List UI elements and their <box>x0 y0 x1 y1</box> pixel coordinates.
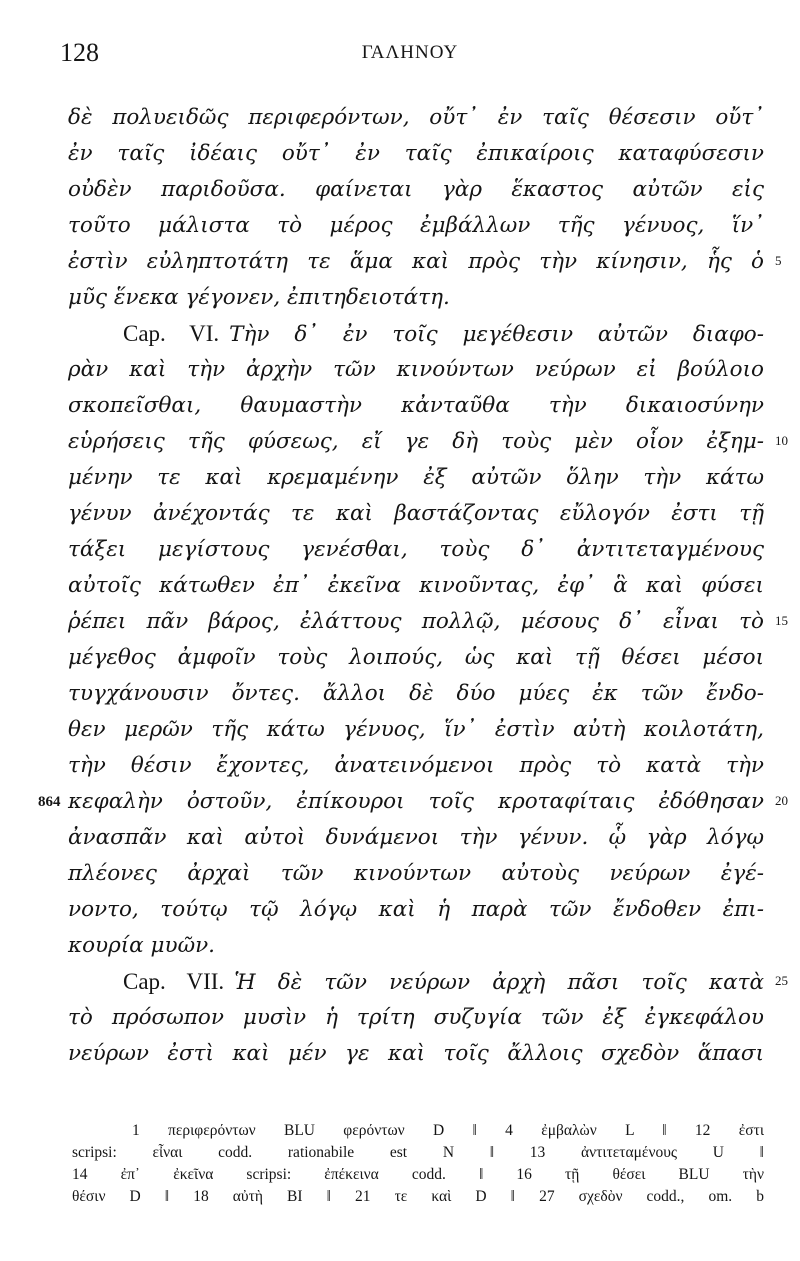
apparatus-line: θέσιν D ‖ 18 αὐτὴ BI ‖ 21 τε καὶ D ‖ 27 σχεδὸν codd., om. b <box>72 1188 764 1205</box>
text-line: τοῦτο μάλιστα τὸ μέρος ἐμβάλλων τῆς γένυος, ἵν᾽ <box>68 213 764 238</box>
text-line-chapter-start <box>68 964 764 1000</box>
text-line: ἐν ταῖς ἰδέαις οὔτ᾽ ἐν ταῖς ἐπικαίροις καταφύσεσιν <box>68 141 764 166</box>
text-line-content: Ἡ δὲ τῶν νεύρων ἀρχὴ πᾶσι τοῖς κατὰ <box>234 970 765 995</box>
text-line: κεφαλὴν ὀστοῦν, ἐπίκουροι τοῖς κροταφίταις ἐδόθησαν <box>68 789 764 814</box>
text-line: ἐστὶν εὐληπτοτάτη τε ἅμα καὶ πρὸς τὴν κίνησιν, ἧς ὁ <box>68 249 764 274</box>
text-line: μέγεθος ἀμφοῖν τοὺς λοιπούς, ὡς καὶ τῇ θέσει μέσοι <box>68 645 764 670</box>
page-header <box>60 38 760 70</box>
text-line: πλέονες ἀρχαὶ τῶν κινούντων αὐτοὺς νεύρων ἐγέ- <box>68 861 764 886</box>
text-line: γένυν ἀνέχοντάς τε καὶ βαστάζοντας εὔλογόν ἐστι τῇ <box>68 501 764 526</box>
text-line: δὲ πολυειδῶς περιφερόντων, οὔτ᾽ ἐν ταῖς θέσεσιν οὔτ᾽ <box>68 105 764 130</box>
apparatus-line: 14 ἐπ᾽ ἐκεῖνα scripsi: ἐπέκεινα codd. ‖ 16 τῇ θέσει BLU τὴν <box>72 1166 764 1183</box>
margin-page-reference: 864 <box>38 794 61 810</box>
text-line: μένην τε καὶ κρεμαμένην ἐξ αὐτῶν ὅλην τὴν κάτω <box>68 465 764 490</box>
text-line: τάξει μεγίστους γενέσθαι, τοὺς δ᾽ ἀντιτεταγμένους <box>68 537 764 562</box>
text-line: μῦς ἕνεκα γέγονεν, ἐπιτηδειοτάτη. <box>68 285 450 310</box>
line-number: 25 <box>775 973 788 988</box>
text-line: νοντο, τούτῳ τῷ λόγῳ καὶ ἡ παρὰ τῶν ἔνδοθεν ἐπι- <box>68 897 764 922</box>
text-line: σκοπεῖσθαι, θαυμαστὴν κἀνταῦθα τὴν δικαιοσύνην <box>68 393 764 418</box>
text-line: τὸ πρόσωπον μυσὶν ἡ τρίτη συζυγία τῶν ἐξ ἐγκεφάλου <box>68 1005 764 1030</box>
line-number: 20 <box>775 793 788 808</box>
text-line: αὐτοῖς κάτωθεν ἐπ᾽ ἐκεῖνα κινοῦντας, ἐφ᾽ ἃ καὶ φύσει <box>68 573 764 598</box>
text-line: θεν μερῶν τῆς κάτω γένυος, ἵν᾽ ἐστὶν αὐτὴ κοιλοτάτη, <box>68 717 764 742</box>
text-line: εὑρήσεις τῆς φύσεως, εἴ γε δὴ τοὺς μὲν οἷον ἐξημ- <box>68 429 764 454</box>
line-number: 15 <box>775 613 788 628</box>
text-line: ῥέπει πᾶν βάρος, ἐλάττους πολλῷ, μέσους δ᾽ εἶναι τὸ <box>68 609 764 634</box>
text-line: ἀνασπᾶν καὶ αὐτοὶ δυνάμενοι τὴν γένυν. ᾧ γὰρ λόγῳ <box>68 825 764 850</box>
line-number: 5 <box>775 253 782 268</box>
text-line-content: Τὴν δ᾽ ἐν τοῖς μεγέθεσιν αὐτῶν διαφο- <box>229 322 764 347</box>
text-line: νεύρων ἐστὶ καὶ μέν γε καὶ τοῖς ἄλλοις σχεδὸν ἅπασι <box>68 1041 764 1066</box>
chapter-heading: Cap. VII. <box>123 969 225 994</box>
text-line: κουρία μυῶν. <box>68 933 216 958</box>
apparatus-line: 1 περιφερόντων BLU φερόντων D ‖ 4 ἐμβαλὼν L ‖ 12 ἐστι <box>132 1122 764 1139</box>
text-line: τὴν θέσιν ἔχοντες, ἀνατεινόμενοι πρὸς τὸ κατὰ τὴν <box>68 753 764 778</box>
chapter-heading: Cap. VI. <box>123 321 220 346</box>
page-number: 128 <box>60 38 99 67</box>
running-title: ΓΑΛΗΝΟΥ <box>361 42 459 63</box>
text-line: τυγχάνουσιν ὄντες. ἄλλοι δὲ δύο μύες ἐκ τῶν ἔνδο- <box>68 681 764 706</box>
apparatus-line: scripsi: εἶναι codd. rationabile est N ‖ 13 ἀντιτεταμένους U ‖ <box>72 1144 764 1161</box>
text-line: ρὰν καὶ τὴν ἀρχὴν τῶν κινούντων νεύρων εἰ βούλοιο <box>68 357 764 382</box>
line-number: 10 <box>775 433 788 448</box>
text-line-chapter-start <box>68 316 764 352</box>
text-line: οὐδὲν παριδοῦσα. φαίνεται γὰρ ἕκαστος αὐτῶν εἰς <box>68 177 764 202</box>
